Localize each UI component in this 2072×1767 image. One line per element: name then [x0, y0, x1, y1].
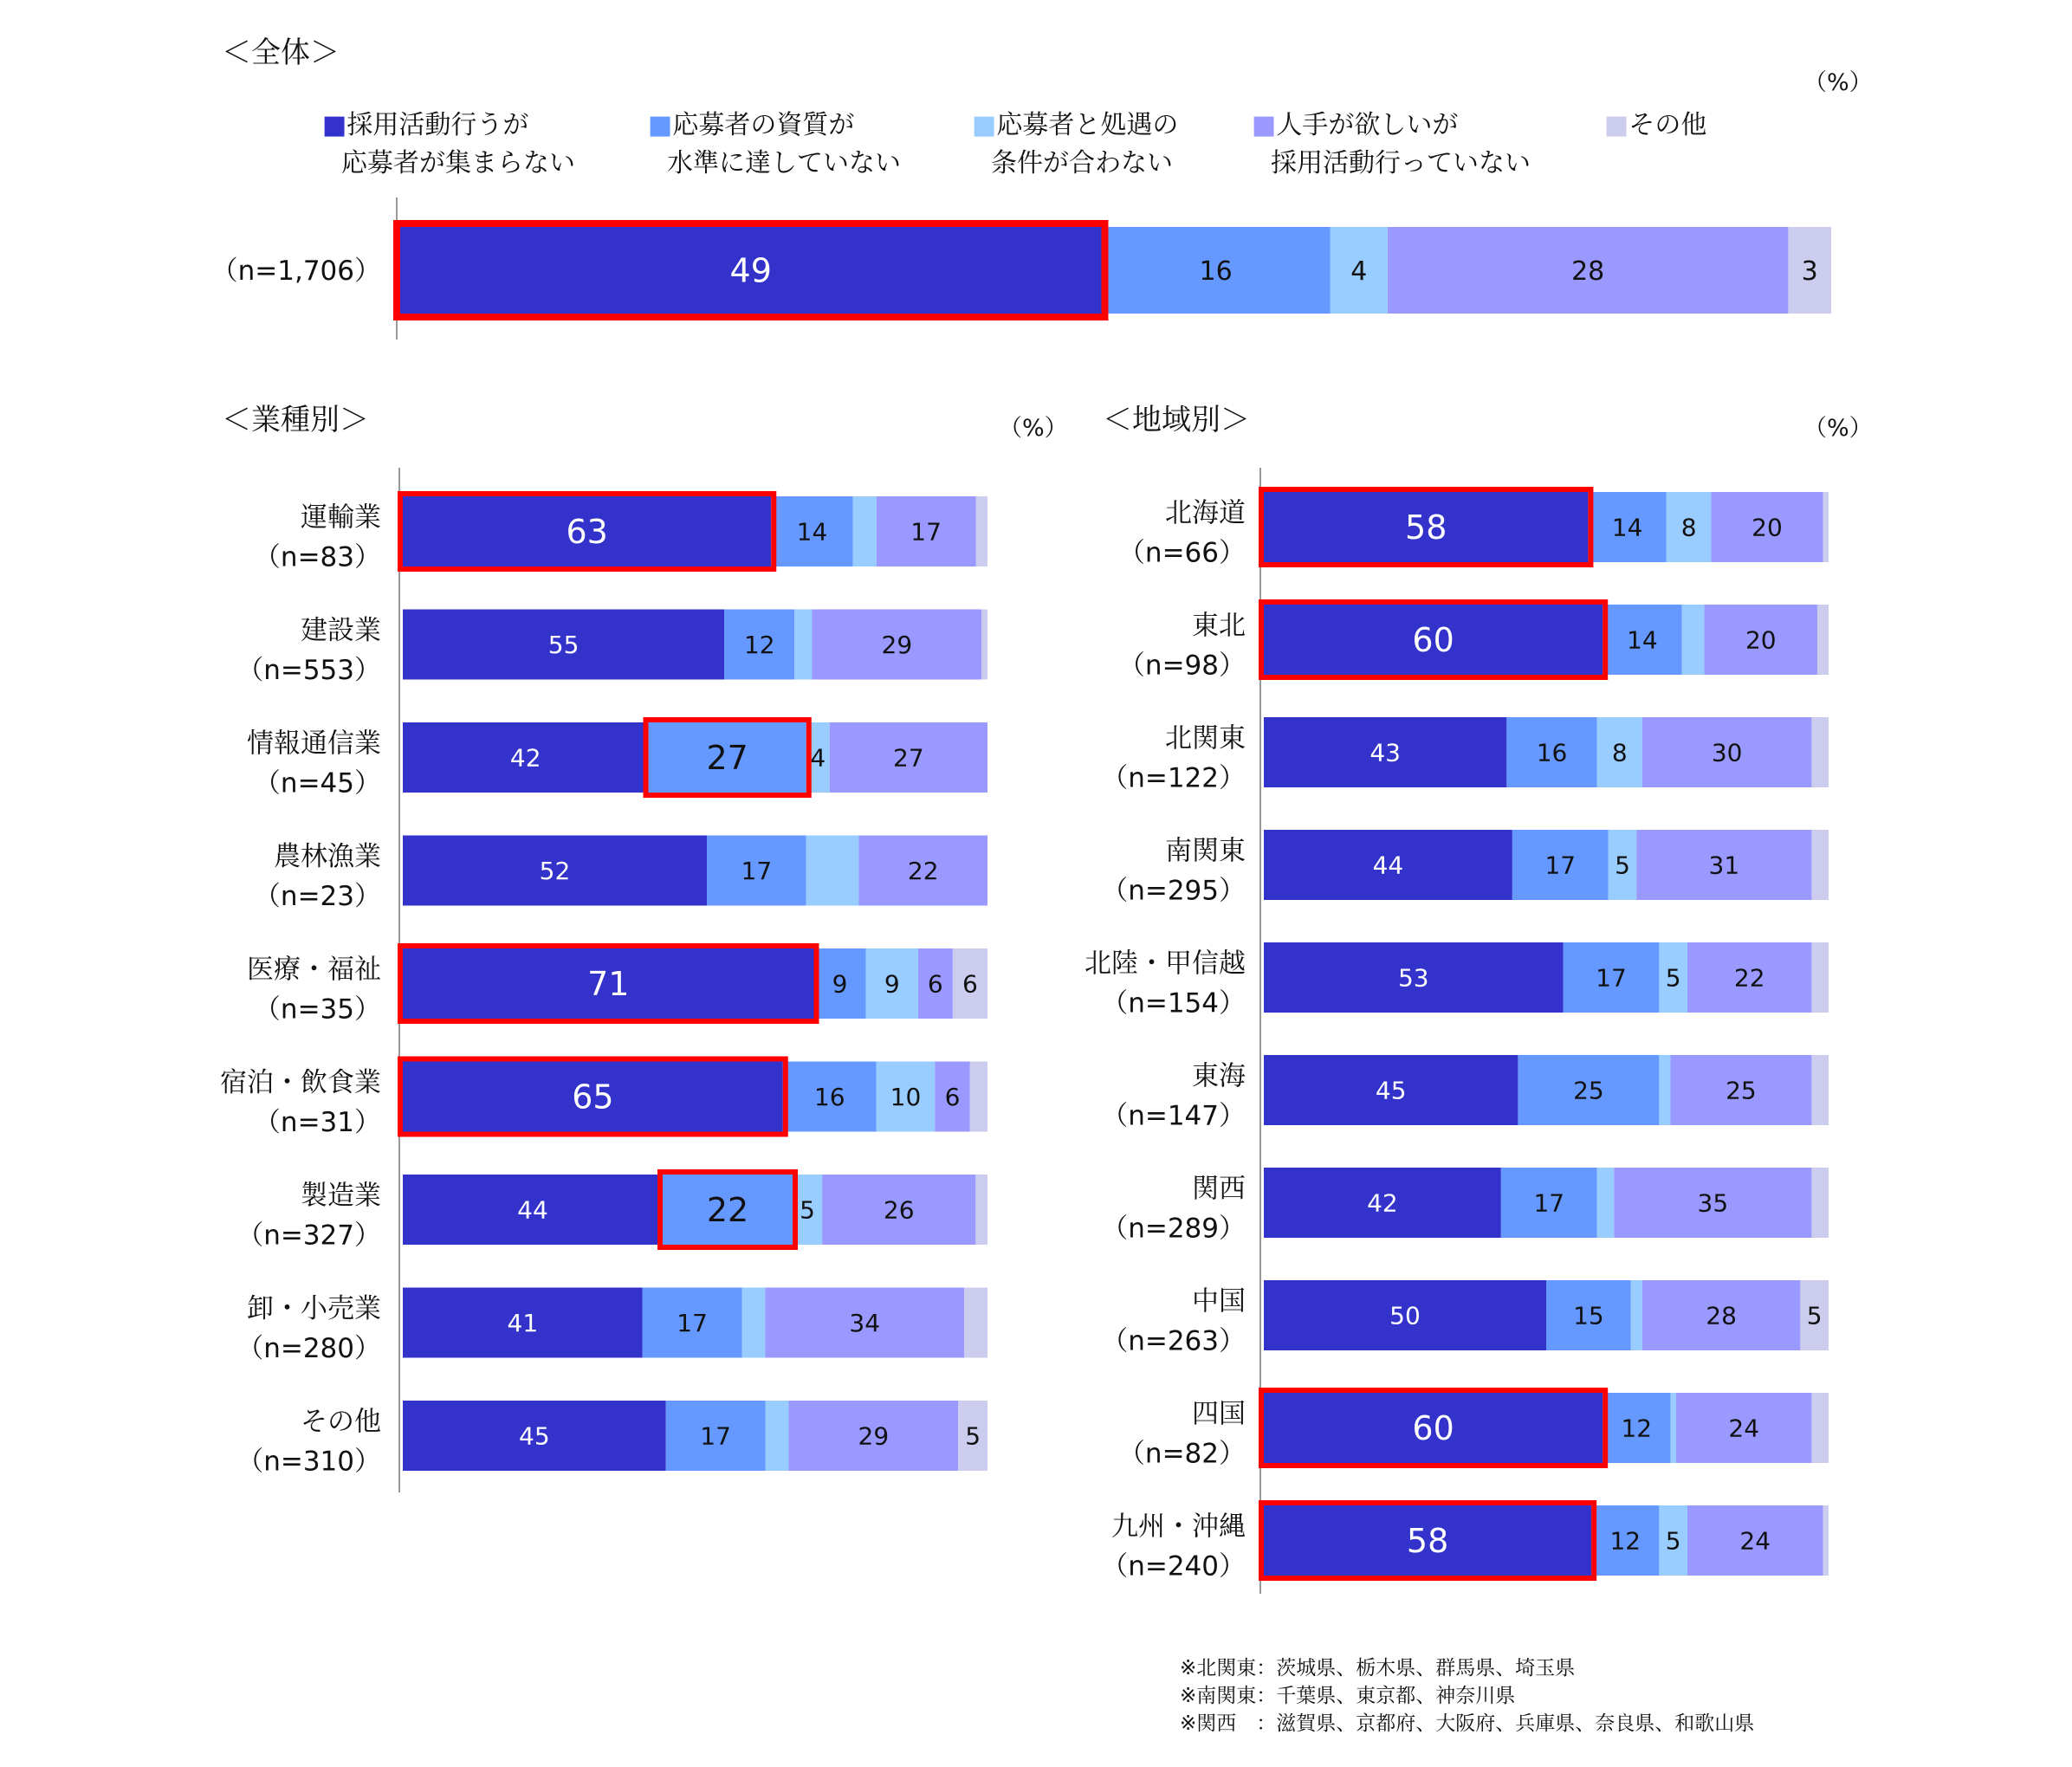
data-label: 20 — [1745, 625, 1777, 655]
category-label: 宿泊・飲食業 — [220, 1067, 381, 1098]
sample-size-label: （n=263） — [1101, 1325, 1246, 1357]
sample-size-label: （n=82） — [1117, 1438, 1246, 1470]
data-label: 25 — [1573, 1076, 1604, 1105]
data-label: 42 — [509, 743, 541, 773]
bar-segment — [1811, 1055, 1829, 1125]
category-label: 情報通信業 — [247, 728, 381, 760]
data-label: 5 — [1806, 1301, 1823, 1330]
bar-segment — [1811, 830, 1829, 900]
legend-label: ■その他 — [1604, 110, 1707, 140]
data-label: 63 — [566, 513, 608, 552]
data-label: 17 — [1596, 963, 1627, 993]
data-label: 9 — [884, 969, 900, 999]
bar-segment — [1811, 1393, 1829, 1463]
legend-label: ■応募者と処遇の — [972, 110, 1179, 140]
bar-segment — [1631, 1280, 1642, 1350]
sample-size-label: （n=31） — [253, 1107, 381, 1138]
data-label: 28 — [1571, 256, 1605, 287]
category-label: その他 — [301, 1406, 381, 1438]
bar-segment — [806, 836, 859, 906]
data-label: 17 — [741, 857, 773, 886]
sample-size-label: （n=66） — [1117, 537, 1246, 569]
data-label: 34 — [849, 1309, 881, 1338]
data-label: 17 — [910, 517, 942, 547]
category-label: 関西 — [1192, 1173, 1246, 1205]
data-label: 27 — [706, 739, 748, 778]
unit-label: （%） — [1803, 415, 1873, 442]
category-label: 東北 — [1192, 610, 1246, 642]
bar-segment — [975, 1175, 987, 1245]
category-label: 北関東 — [1165, 722, 1246, 754]
legend-swatch: ■ — [1604, 110, 1629, 140]
data-label: 4 — [810, 743, 826, 773]
unit-label: （%） — [999, 415, 1068, 442]
sample-size-label: （n=45） — [253, 767, 381, 799]
data-label: 45 — [519, 1421, 550, 1451]
data-label: 17 — [1533, 1188, 1565, 1218]
bar-segment — [1811, 717, 1829, 787]
data-label: 58 — [1405, 508, 1447, 547]
data-label: 41 — [507, 1309, 539, 1338]
sample-size-label: （n=289） — [1101, 1213, 1246, 1245]
sample-size-label: （n=83） — [253, 541, 381, 573]
data-label: 60 — [1412, 621, 1454, 660]
footnote: ※南関東：千葉県、東京都、神奈川県 — [1180, 1685, 1516, 1707]
sample-size-label: （n=122） — [1101, 762, 1246, 794]
data-label: 50 — [1389, 1301, 1421, 1330]
data-label: 60 — [1412, 1409, 1454, 1448]
bar-segment — [1659, 1055, 1670, 1125]
data-label: 5 — [1615, 851, 1630, 880]
data-label: 42 — [1367, 1188, 1398, 1218]
data-label: 6 — [927, 969, 943, 999]
data-label: 29 — [858, 1421, 890, 1451]
sample-size-label: （n=154） — [1101, 987, 1246, 1019]
data-label: 17 — [677, 1309, 708, 1338]
data-label: 14 — [1627, 625, 1658, 655]
data-label: 30 — [1711, 738, 1743, 767]
bar-segment — [1823, 492, 1829, 562]
data-label: 6 — [962, 969, 978, 999]
legend-label: 条件が合わない — [991, 148, 1173, 178]
panel-title: ＜全体＞ — [222, 36, 340, 70]
data-label: 5 — [1665, 1526, 1681, 1556]
data-label: 52 — [539, 857, 571, 886]
data-label: 71 — [587, 965, 630, 1004]
data-label: 12 — [1621, 1414, 1653, 1443]
data-label: 17 — [700, 1421, 731, 1451]
data-label: 22 — [907, 857, 939, 886]
sample-size-label: （n=295） — [1101, 875, 1246, 907]
footnote: ※関西 ：滋賀県、京都府、大阪府、兵庫県、奈良県、和歌山県 — [1180, 1712, 1755, 1735]
bar-segment — [1823, 1505, 1829, 1576]
data-label: 5 — [1665, 963, 1681, 993]
category-label: 建設業 — [301, 615, 381, 646]
data-label: 26 — [883, 1195, 915, 1225]
sample-size-label: （n=98） — [1117, 650, 1246, 682]
legend-label: 採用活動行っていない — [1271, 148, 1531, 178]
category-label: 運輸業 — [301, 502, 381, 534]
category-label: 中国 — [1192, 1285, 1246, 1317]
data-label: 5 — [965, 1421, 981, 1451]
sample-size-label: （n=35） — [253, 994, 381, 1026]
bar-segment — [742, 1288, 766, 1358]
data-label: 15 — [1573, 1301, 1604, 1330]
data-label: 10 — [890, 1083, 922, 1112]
data-label: 53 — [1397, 963, 1429, 993]
legend-swatch: ■ — [972, 110, 997, 140]
data-label: 12 — [743, 631, 775, 660]
bar-segment — [1811, 942, 1829, 1013]
data-label: 16 — [1536, 738, 1568, 767]
legend-swatch: ■ — [648, 110, 673, 140]
bar-segment — [1811, 1168, 1829, 1238]
data-label: 14 — [1611, 513, 1643, 542]
data-label: 16 — [813, 1083, 845, 1112]
data-label: 44 — [517, 1195, 548, 1225]
data-label: 55 — [547, 631, 580, 660]
category-label: 北陸・甲信越 — [1085, 948, 1246, 980]
data-label: 14 — [796, 517, 828, 547]
data-label: 24 — [1739, 1526, 1771, 1556]
category-label: 四国 — [1192, 1398, 1246, 1430]
data-label: 27 — [893, 743, 924, 773]
category-label: 東海 — [1192, 1060, 1246, 1092]
footnote: ※北関東：茨城県、栃木県、群馬県、埼玉県 — [1180, 1657, 1576, 1680]
data-label: 4 — [1350, 256, 1368, 287]
data-label: 28 — [1706, 1301, 1737, 1330]
data-label: 8 — [1680, 513, 1697, 542]
bar-segment — [976, 496, 988, 566]
data-label: 12 — [1609, 1526, 1641, 1556]
legend-label: ■応募者の資質が — [648, 110, 855, 140]
bar-segment — [970, 1062, 987, 1132]
data-label: 22 — [706, 1191, 749, 1230]
data-label: 16 — [1199, 256, 1233, 287]
data-label: 35 — [1697, 1188, 1729, 1218]
category-label: 九州・沖縄 — [1111, 1511, 1246, 1543]
legend-label: ■採用活動行うが — [322, 110, 529, 140]
category-label: 農林漁業 — [274, 841, 381, 872]
sample-size-label: （n=553） — [236, 655, 381, 686]
data-label: 44 — [1372, 851, 1404, 880]
data-label: 24 — [1728, 1414, 1760, 1443]
legend-swatch: ■ — [322, 110, 347, 140]
bar-segment — [853, 496, 877, 566]
data-label: 58 — [1406, 1522, 1449, 1561]
legend-label: ■人手が欲しいが — [1252, 110, 1459, 140]
data-label: 45 — [1375, 1076, 1407, 1105]
sample-size-label: （n=280） — [236, 1333, 381, 1364]
bar-segment — [981, 610, 987, 680]
sample-size-label: （n=23） — [253, 881, 381, 912]
bar-segment — [766, 1401, 789, 1471]
data-label: 65 — [572, 1078, 614, 1117]
sample-size-label: （n=240） — [1101, 1550, 1246, 1583]
sample-size-label: （n=1,706） — [210, 256, 381, 287]
data-label: 43 — [1369, 738, 1402, 767]
legend-label: 応募者が集まらない — [341, 148, 575, 178]
panel-title: ＜地域別＞ — [1103, 403, 1250, 437]
category-label: 卸・小売業 — [247, 1293, 381, 1324]
sample-size-label: （n=310） — [236, 1446, 381, 1478]
data-label: 25 — [1726, 1076, 1757, 1105]
category-label: 南関東 — [1165, 835, 1246, 867]
legend-label: 水準に達していない — [667, 148, 901, 178]
unit-label: （%） — [1803, 69, 1873, 96]
category-label: 医療・福祉 — [247, 954, 381, 986]
bar-segment — [964, 1288, 987, 1358]
category-label: 製造業 — [301, 1180, 381, 1212]
data-label: 20 — [1751, 513, 1783, 542]
sample-size-label: （n=147） — [1101, 1100, 1246, 1132]
bar-segment — [1597, 1168, 1615, 1238]
bar-segment — [794, 610, 812, 680]
category-label: 北海道 — [1165, 497, 1246, 529]
data-label: 22 — [1733, 963, 1765, 993]
data-label: 3 — [1801, 256, 1818, 287]
bar-segment — [1681, 605, 1704, 675]
data-label: 17 — [1544, 851, 1577, 880]
bar-segment — [1817, 605, 1829, 675]
data-label: 8 — [1611, 738, 1628, 767]
data-label: 49 — [729, 251, 772, 290]
bar-segment — [1670, 1393, 1676, 1463]
panel-title: ＜業種別＞ — [222, 403, 369, 437]
data-label: 29 — [881, 631, 913, 660]
data-label: 6 — [944, 1083, 961, 1112]
data-label: 9 — [832, 969, 848, 999]
legend-swatch: ■ — [1252, 110, 1277, 140]
data-label: 5 — [800, 1195, 815, 1225]
data-label: 31 — [1708, 851, 1740, 880]
sample-size-label: （n=327） — [236, 1220, 381, 1252]
